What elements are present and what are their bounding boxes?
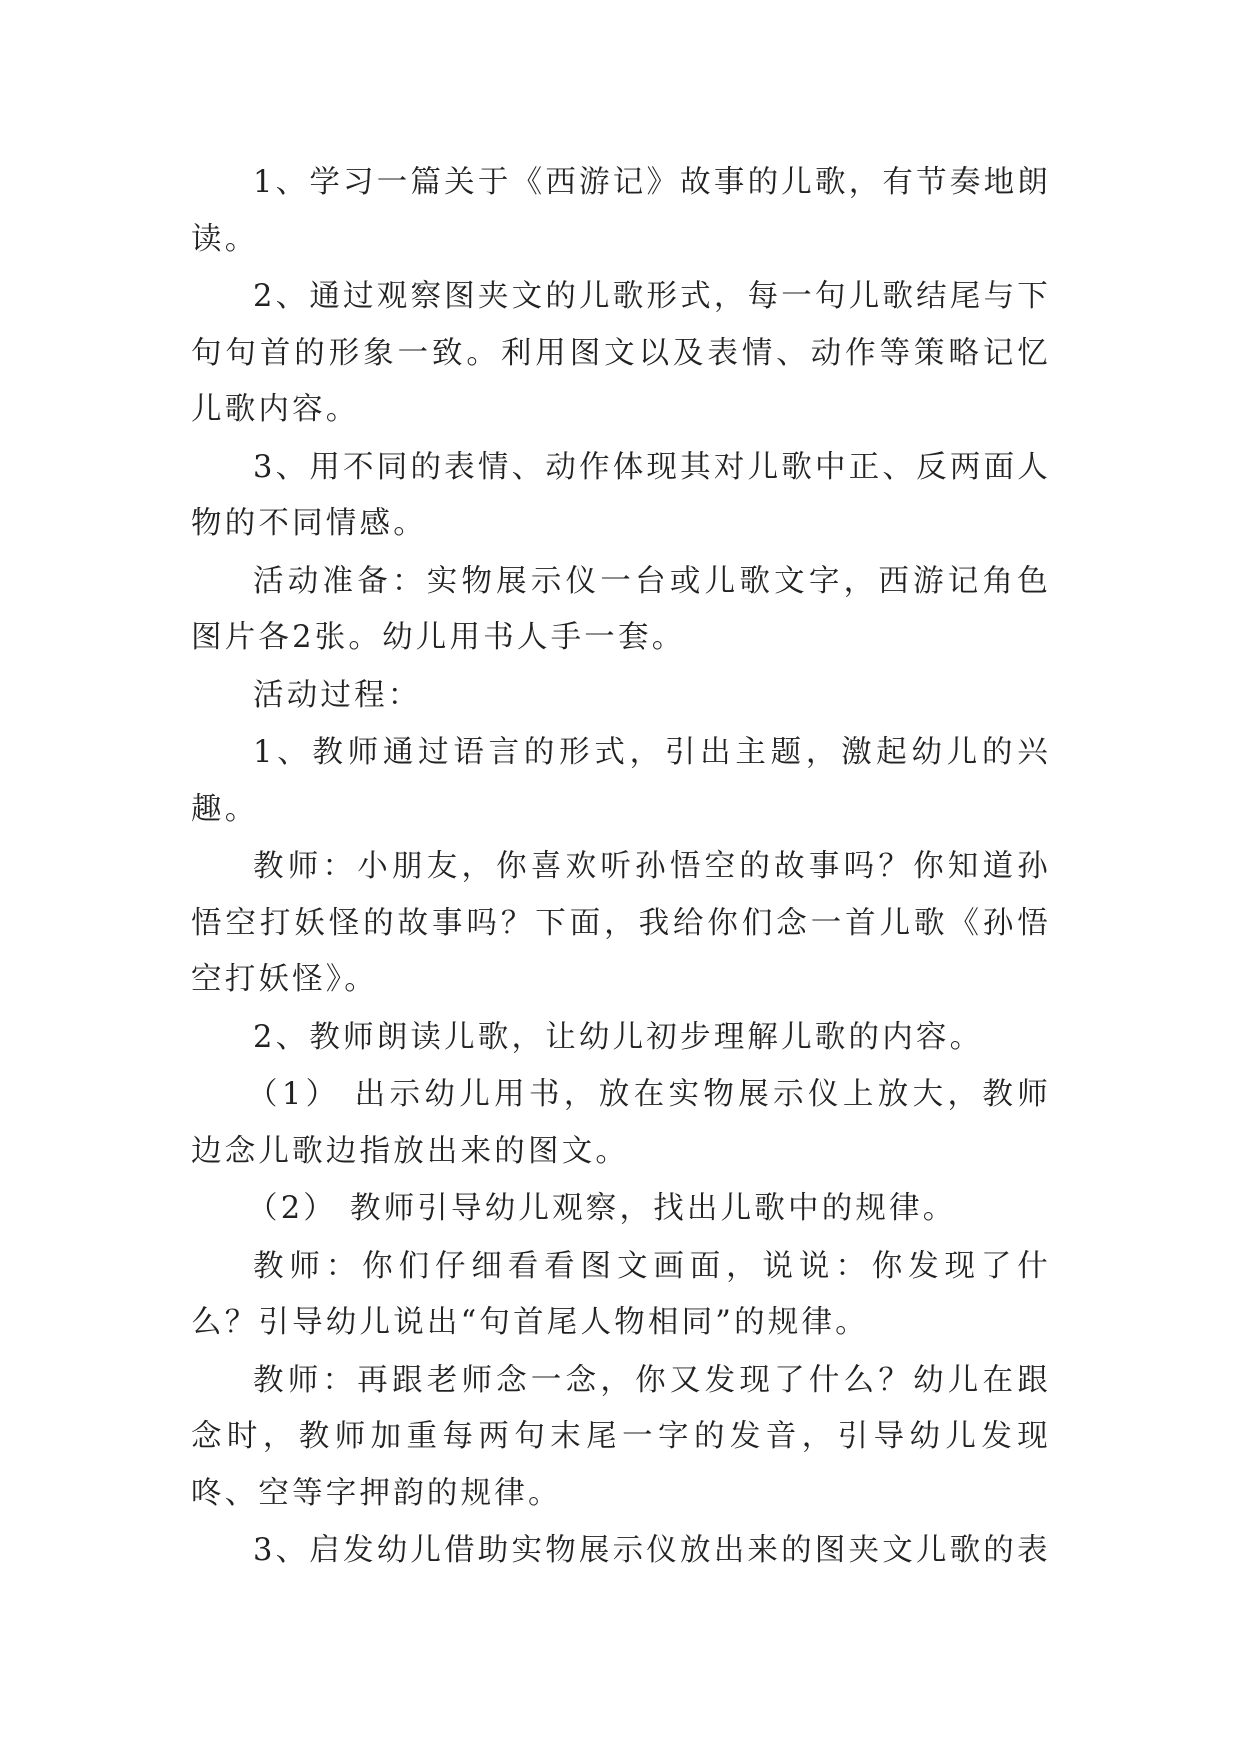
paragraph-teacher-rhyme: 教师：再跟老师念一念，你又发现了什么？幼儿在跟念时，教师加重每两句末尾一字的发音，引导幼儿发现咚、空等字押韵的规律。 xyxy=(191,1362,1051,1511)
paragraph-step-1: 1、教师通过语言的形式，引出主题，激起幼儿的兴趣。 xyxy=(191,735,1051,827)
document-body xyxy=(191,155,1051,1581)
paragraph-goal-1: 1、学习一篇关于《西游记》故事的儿歌，有节奏地朗读。 xyxy=(191,165,1051,257)
paragraph-teacher-observe: 教师：你们仔细看看图文画面，说说：你发现了什么？引导幼儿说出“句首尾人物相同”的规律。 xyxy=(191,1248,1051,1340)
paragraph-step-3: 3、启发幼儿借助实物展示仪放出来的图夹文儿歌的表 xyxy=(253,1533,1051,1568)
paragraph-substep-1: （1） 出示幼儿用书，放在实物展示仪上放大，教师边念儿歌边指放出来的图文。 xyxy=(191,1077,1051,1169)
paragraph-goal-3: 3、用不同的表情、动作体现其对儿歌中正、反两面人物的不同情感。 xyxy=(191,449,1051,541)
paragraph-goal-2: 2、通过观察图夹文的儿歌形式，每一句儿歌结尾与下句句首的形象一致。利用图文以及表情、动作等策略记忆儿歌内容。 xyxy=(191,279,1051,427)
paragraph-process-heading: 活动过程： xyxy=(253,677,422,713)
paragraph-substep-2: （2） 教师引导幼儿观察，找出儿歌中的规律。 xyxy=(247,1191,957,1226)
paragraph-preparation: 活动准备：实物展示仪一台或儿歌文字，西游记角色图片各2张。幼儿用书人手一套。 xyxy=(191,563,1051,655)
paragraph-teacher-intro: 教师：小朋友，你喜欢听孙悟空的故事吗？你知道孙悟空打妖怪的故事吗？下面，我给你们念一首儿歌《孙悟空打妖怪》。 xyxy=(191,849,1051,997)
paragraph-step-2: 2、教师朗读儿歌，让幼儿初步理解儿歌的内容。 xyxy=(253,1019,984,1055)
